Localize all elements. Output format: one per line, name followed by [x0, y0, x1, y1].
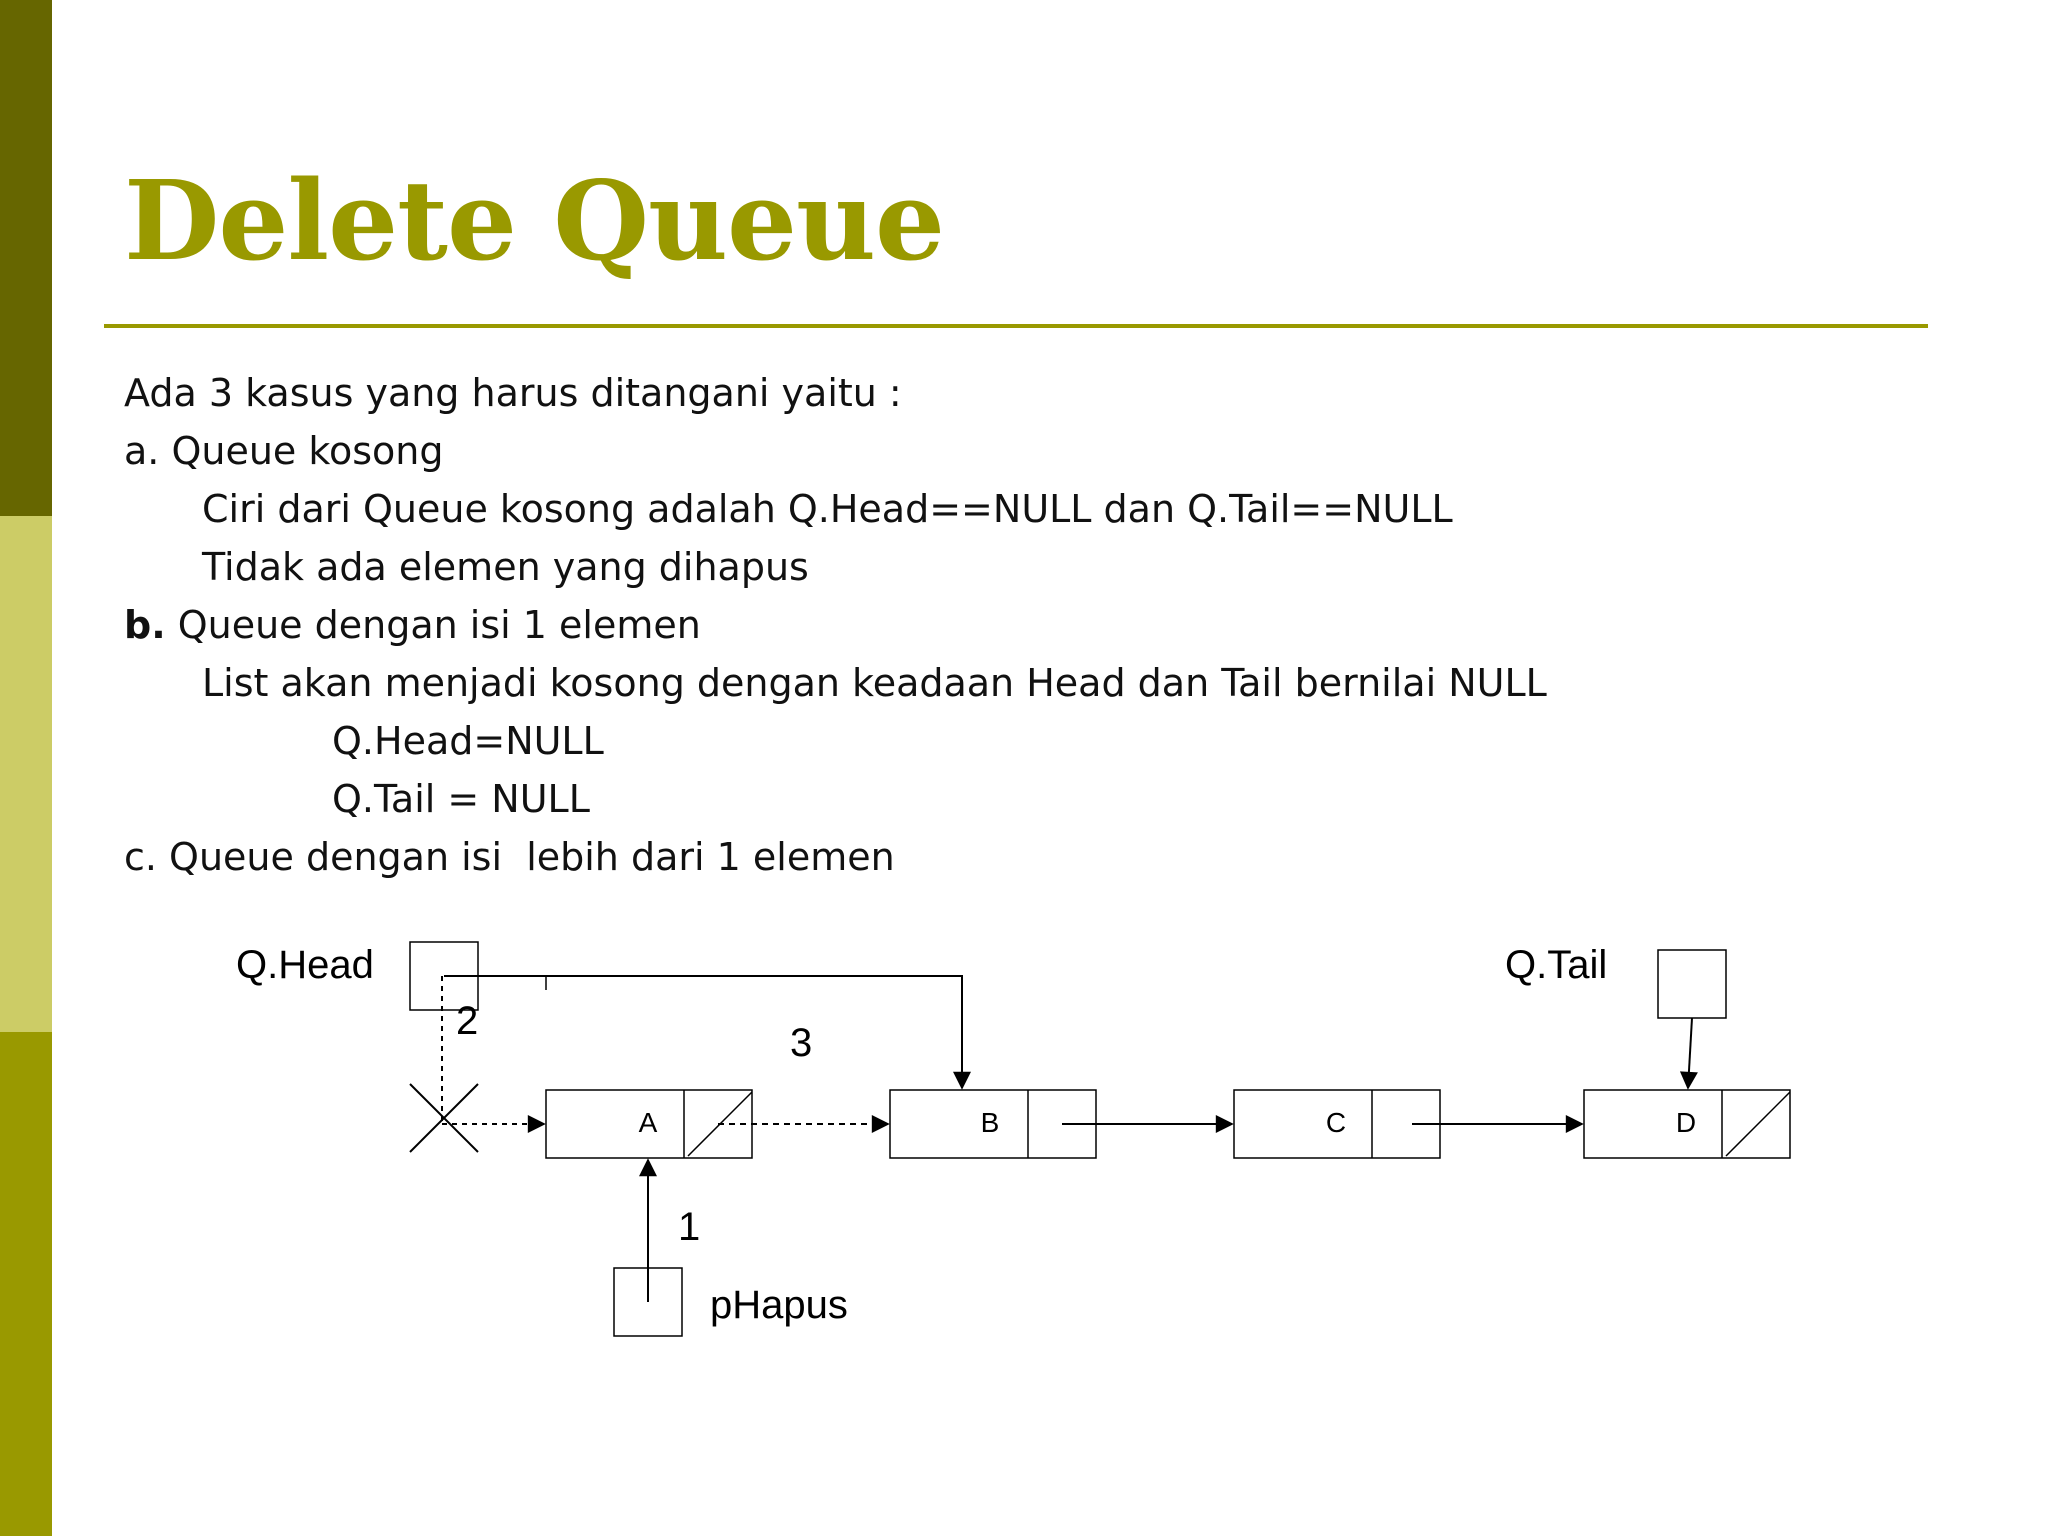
node-d-label: D — [1675, 1107, 1697, 1138]
case-b-description: List akan menjadi kosong dengan keadaan Head dan Tail bernilai NULL — [202, 661, 1547, 705]
intro-text: Ada 3 kasus yang harus ditangani yaitu : — [124, 371, 902, 415]
node-c — [1234, 1090, 1440, 1158]
cross-icon — [410, 1084, 478, 1152]
step-3-label: 3 — [790, 1021, 813, 1065]
node-b-label: B — [980, 1107, 1000, 1138]
case-a-description: Ciri dari Queue kosong adalah Q.Head==NULL dan Q.Tail==NULL — [202, 487, 1453, 531]
case-c-heading: c. Queue dengan isi lebih dari 1 elemen — [124, 835, 895, 879]
case-b-code-tail: Q.Tail = NULL — [332, 777, 590, 821]
head-pointer-label: Q.Head — [236, 943, 374, 987]
case-b-code-head: Q.Head=NULL — [332, 719, 604, 763]
tail-pointer-box — [1658, 950, 1726, 1018]
node-c-label: C — [1325, 1107, 1347, 1138]
step-1-label: 1 — [678, 1205, 701, 1249]
new-head-arrow — [444, 976, 962, 1088]
case-a-heading: a. Queue kosong — [124, 429, 444, 473]
case-b-prefix: b. — [124, 603, 166, 647]
case-b-text: Queue dengan isi 1 elemen — [165, 603, 701, 647]
step-2-label: 2 — [456, 999, 479, 1043]
slide-title: Delete Queue — [124, 156, 944, 285]
tail-pointer-label: Q.Tail — [1505, 943, 1608, 987]
case-a-note: Tidak ada elemen yang dihapus — [202, 545, 809, 589]
phapus-label: pHapus — [710, 1283, 848, 1327]
tail-arrow — [1688, 1018, 1692, 1088]
node-d — [1584, 1090, 1790, 1158]
node-a-label: A — [638, 1107, 658, 1138]
